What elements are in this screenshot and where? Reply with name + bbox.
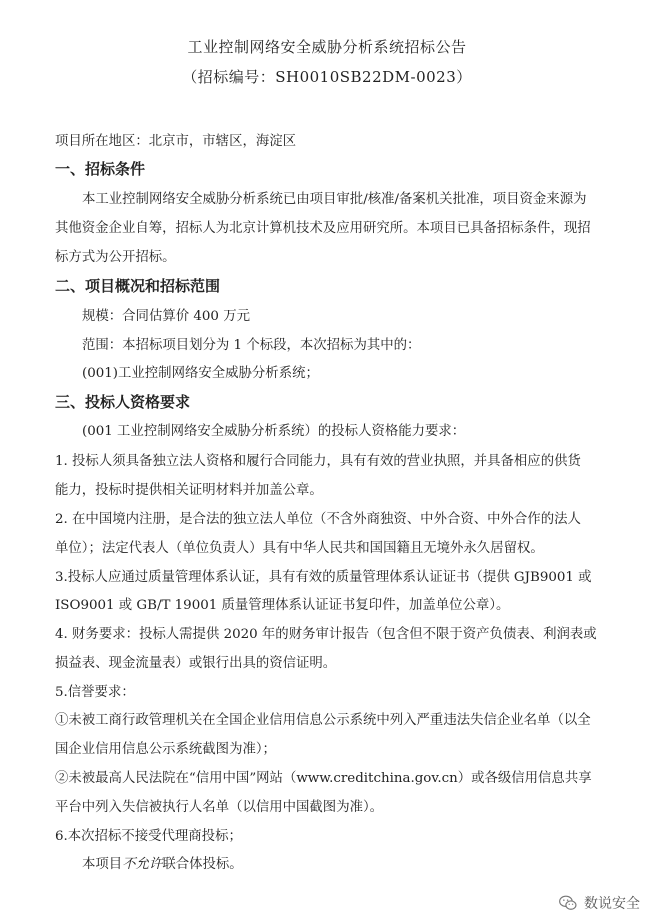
requirement-5a: ①未被工商行政管理机关在全国企业信用信息公示系统中列入严重违法失信企业名单（以全: [55, 713, 591, 728]
requirement-5b: 平台中列入失信被执行人名单（以信用中国截图为准）。: [55, 800, 384, 815]
requirement-1: 能力，投标时提供相关证明材料并加盖公章。: [55, 483, 323, 498]
project-scope: 范围：本招标项目划分为 1 个标段，本次招标为其中的：: [82, 338, 421, 353]
project-location: 项目所在地区：北京市，市辖区，海淀区: [55, 134, 297, 149]
requirement-3: 3.投标人应通过质量管理体系认证，具有有效的质量管理体系认证证书（提供 GJB9001 或: [55, 570, 592, 585]
joint-bid-suffix: 联合体投标。: [162, 857, 243, 872]
paragraph-line: 其他资金企业自筹，招标人为北京计算机技术及应用研究所。本项目已具备招标条件，现招: [55, 221, 591, 236]
section-heading-2: 二、项目概况和招标范围: [55, 277, 221, 295]
requirement-2: 单位）；法定代表人（单位负责人）具有中华人民共和国国籍且无境外永久居留权。: [55, 541, 544, 556]
section-heading-3: 三、投标人资格要求: [55, 393, 191, 411]
project-scale: 规模：合同估算价 400 万元: [82, 309, 250, 324]
wechat-icon: [558, 893, 578, 913]
requirement-4: 4. 财务要求：投标人需提供 2020 年的财务审计报告（包含但不限于资产负债表、利润表或: [55, 627, 597, 642]
paragraph-line: 本工业控制网络安全威胁分析系统已由项目审批/核准/备案机关批准，项目资金来源为: [82, 192, 587, 207]
watermark-text: 数说安全: [584, 896, 640, 912]
section-heading-1: 一、招标条件: [55, 160, 146, 178]
joint-bid-statement: [82, 857, 243, 873]
joint-bid-prefix: 本项目: [82, 857, 123, 872]
watermark: [558, 893, 640, 913]
tender-number: （招标编号：SH0010SB22DM-0023）: [182, 68, 472, 86]
requirement-5b: ②未被最高人民法院在“信用中国”网站（www.creditchina.gov.cn）或各级信用信息共享: [55, 771, 592, 786]
requirement-2: 2. 在中国境内注册，是合法的独立法人单位（不含外商独资、中外合资、中外合作的法人: [55, 512, 581, 527]
requirement-1: 1. 投标人须具备独立法人资格和履行合同能力，具有有效的营业执照，并具备相应的供货: [55, 454, 581, 469]
requirement-5a: 国企业信用信息公示系统截图为准）；: [55, 742, 276, 757]
requirement-6: 6.本次招标不接受代理商投标；: [55, 829, 242, 844]
requirement-5-title: 5.信誉要求：: [55, 685, 135, 700]
requirement-4: 损益表、现金流量表）或银行出具的资信证明。: [55, 656, 337, 671]
qualification-intro: (001 工业控制网络安全威胁分析系统）的投标人资格能力要求：: [82, 424, 466, 439]
requirement-3: ISO9001 或 GB/T 19001 质量管理体系认证证书复印件，加盖单位公章）。: [55, 598, 510, 613]
paragraph-line: 标方式为公开招标。: [55, 250, 176, 265]
lot-item: (001)工业控制网络安全威胁分析系统；: [82, 366, 319, 381]
joint-bid-not-allowed: 不允许: [122, 857, 163, 872]
document-title: 工业控制网络安全威胁分析系统招标公告: [187, 38, 467, 56]
